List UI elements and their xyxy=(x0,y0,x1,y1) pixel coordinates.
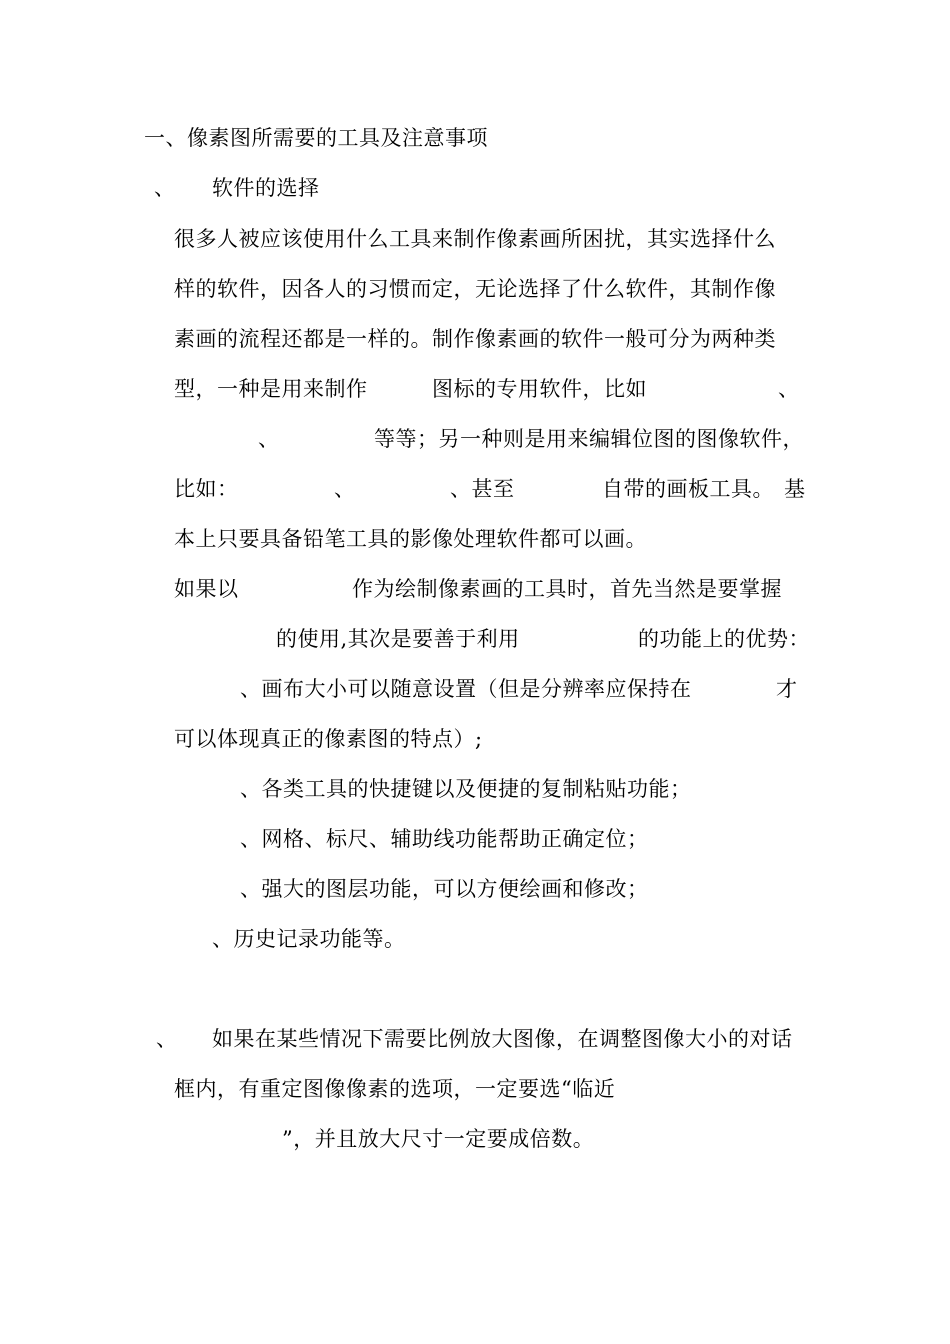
text-segment: 才 xyxy=(776,677,798,701)
list-item-1-continuation: 可以体现真正的像素图的特点）; xyxy=(174,727,483,751)
list-item-3: 、网格、标尺、辅助线功能帮助正确定位； xyxy=(240,827,649,851)
section-1-marker: 、 xyxy=(154,176,176,200)
text-segment: 的功能上的优势： xyxy=(638,627,810,651)
section-1-title: 软件的选择 xyxy=(212,176,320,200)
paragraph-1-line-2: 样的软件，因各人的习惯而定，无论选择了什么软件，其制作像 xyxy=(174,277,776,301)
paragraph-1-line-3: 素画的流程还都是一样的。制作像素画的软件一般可分为两种类 xyxy=(174,327,776,351)
section-2-line-3: ”，并且放大尺寸一定要成倍数。 xyxy=(282,1127,595,1151)
text-segment: 、 xyxy=(334,477,356,501)
paragraph-1-line-7: 本上只要具备铅笔工具的影像处理软件都可以画。 xyxy=(174,527,647,551)
text-segment: 自带的画板工具。 xyxy=(602,477,774,501)
text-segment: 、 xyxy=(258,427,280,451)
text-segment: 等等；另一种则是用来编辑位图的图像软件， xyxy=(374,427,804,451)
text-segment: 型，一种是用来制作 xyxy=(174,377,368,401)
text-segment: 如果在某些情况下需要比例放大图像，在调整图像大小的对话 xyxy=(212,1027,793,1051)
text-segment: 作为绘制像素画的工具时，首先当然是要掌握 xyxy=(352,577,782,601)
paragraph-1-line-1: 很多人被应该使用什么工具来制作像素画所困扰，其实选择什么 xyxy=(174,227,776,251)
section-2-marker: 、 xyxy=(156,1027,178,1051)
text-segment: 、画布大小可以随意设置（但是分辨率应保持在 xyxy=(240,677,692,701)
list-item-4: 、强大的图层功能，可以方便绘画和修改； xyxy=(240,877,649,901)
text-segment: 基 xyxy=(784,477,806,501)
text-segment: 如果以 xyxy=(174,577,239,601)
list-item-2: 、各类工具的快捷键以及便捷的复制粘贴功能； xyxy=(240,777,692,801)
text-segment: 、甚至 xyxy=(450,477,515,501)
text-segment: 的使用,其次是要善于利用 xyxy=(276,627,520,651)
text-segment: 、 xyxy=(778,377,800,401)
list-item-5: 、历史记录功能等。 xyxy=(212,927,406,951)
section-2-line-2: 框内，有重定图像像素的选项，一定要选“临近 xyxy=(174,1077,616,1101)
text-segment: 图标的专用软件，比如 xyxy=(432,377,647,401)
text-segment: 比如： xyxy=(174,477,239,501)
main-heading: 一、像素图所需要的工具及注意事项 xyxy=(144,126,488,150)
